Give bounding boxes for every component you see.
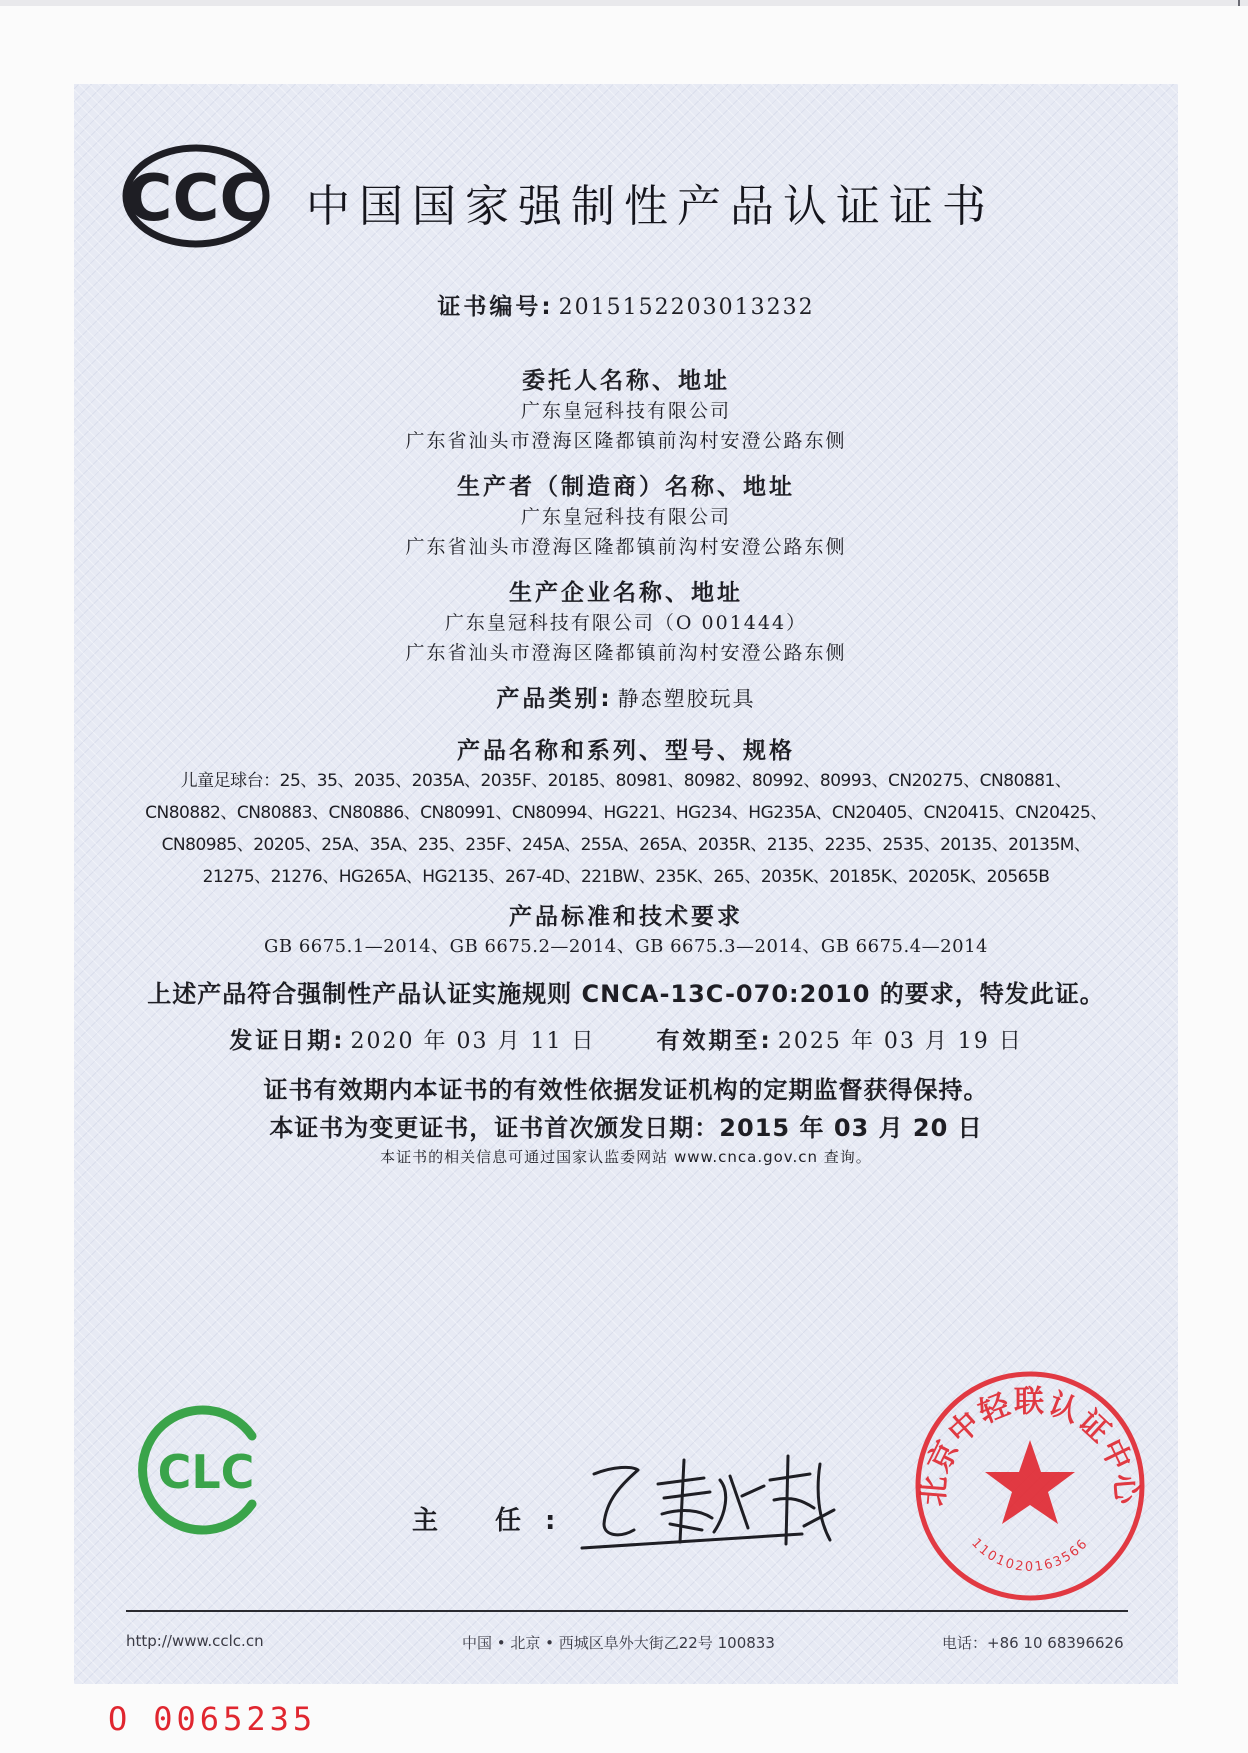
clc-logo — [134, 1400, 274, 1540]
certificate-title: 中国国家强制性产品认证证书 — [306, 181, 995, 232]
standards-value: GB 6675.1—2014、GB 6675.2—2014、GB 6675.3—2014、GB 6675.4—2014 — [264, 936, 988, 957]
certification-seal — [910, 1366, 1150, 1606]
certificate-sheet — [74, 84, 1178, 1684]
seal-number: 1101020163566 — [968, 1535, 1092, 1575]
issue-date-value: 2020 年 03 月 11 日 — [350, 1029, 596, 1054]
serial-prefix: O — [108, 1700, 132, 1738]
svg-text:1101020163566 — [968, 1536, 1091, 1575]
manufacturer-name: 广东皇冠科技有限公司 — [520, 506, 731, 528]
factory-address: 广东省汕头市澄海区隆都镇前沟村安澄公路东侧 — [405, 642, 847, 664]
clc-logo-icon — [134, 1400, 274, 1540]
director-label: 主 任: — [412, 1506, 580, 1536]
factory-heading: 生产企业名称、地址 — [509, 580, 743, 606]
models-line: CN80882、CN80883、CN80886、CN80991、CN80994、HG221、HG234、HG235A、CN20405、CN20415、CN20425、 — [145, 803, 1107, 823]
models-line: 儿童足球台：25、35、2035、2035A、2035F、20185、80981、80982、80992、80993、CN20275、CN80881、 — [180, 771, 1072, 791]
ccc-logo-icon — [122, 142, 270, 250]
conformity-statement: 上述产品符合强制性产品认证实施规则 CNCA-13C-070:2010 的要求，特发此证。 — [147, 980, 1105, 1008]
director-signature — [534, 1440, 854, 1560]
issue-date-label: 发证日期: — [229, 1028, 346, 1054]
scan-top-edge — [0, 0, 1248, 6]
factory-name: 广东皇冠科技有限公司（O 001444） — [444, 612, 808, 634]
ccc-logo-text: CCC — [125, 162, 267, 236]
product-category-label: 产品类别: — [496, 686, 613, 712]
product-category-value: 静态塑胶玩具 — [617, 687, 756, 711]
models-line: CN80985、20205、25A、35A、235、235F、245A、255A、265A、2035R、2135、2235、2535、20135、20135M、 — [161, 835, 1091, 855]
footer-address: 中国 • 北京 • 西城区阜外大街乙22号 100833 — [462, 1634, 775, 1652]
models-heading: 产品名称和系列、型号、规格 — [457, 738, 795, 764]
certificate-number — [74, 288, 1178, 321]
applicant-name: 广东皇冠科技有限公司 — [520, 400, 731, 422]
inquiry-note: 本证书的相关信息可通过国家认监委网站 www.cnca.gov.cn 查询。 — [380, 1148, 872, 1166]
scan-edge-mark — [1238, 0, 1240, 6]
certificate-number-label: 证书编号: — [437, 294, 554, 320]
serial-number — [108, 1700, 316, 1738]
footer-phone: 电话：+86 10 68396626 — [942, 1634, 1124, 1652]
footer-divider — [126, 1610, 1128, 1612]
applicant-heading: 委托人名称、地址 — [522, 368, 730, 394]
product-category — [74, 680, 1178, 713]
standards-heading: 产品标准和技术要求 — [509, 904, 743, 930]
models-line: 21275、21276、HG265A、HG2135、267-4D、221BW、235K、265、2035K、20185K、20205K、20565B — [202, 867, 1050, 887]
clc-logo-text: CLC — [157, 1445, 255, 1499]
signature-scrawl-icon — [534, 1440, 854, 1560]
footer-website: http://www.cclc.cn — [126, 1632, 264, 1650]
serial-value: 0065235 — [153, 1700, 317, 1738]
certificate-number-value: 2015152203013232 — [558, 295, 815, 320]
seal-stamp-icon — [910, 1366, 1150, 1606]
change-statement: 本证书为变更证书，证书首次颁发日期：2015 年 03 月 20 日 — [269, 1114, 983, 1142]
manufacturer-heading: 生产者（制造商）名称、地址 — [457, 474, 795, 500]
applicant-address: 广东省汕头市澄海区隆都镇前沟村安澄公路东侧 — [405, 430, 847, 452]
expiry-date-value: 2025 年 03 月 19 日 — [777, 1029, 1023, 1054]
validity-statement: 证书有效期内本证书的有效性依据发证机构的定期监督获得保持。 — [263, 1076, 989, 1104]
date-row — [74, 1022, 1178, 1055]
expiry-date-label: 有效期至: — [656, 1028, 773, 1054]
seal-text: 北京中轻联认证中心 — [916, 1384, 1144, 1508]
ccc-logo — [122, 142, 270, 250]
manufacturer-address: 广东省汕头市澄海区隆都镇前沟村安澄公路东侧 — [405, 536, 847, 558]
